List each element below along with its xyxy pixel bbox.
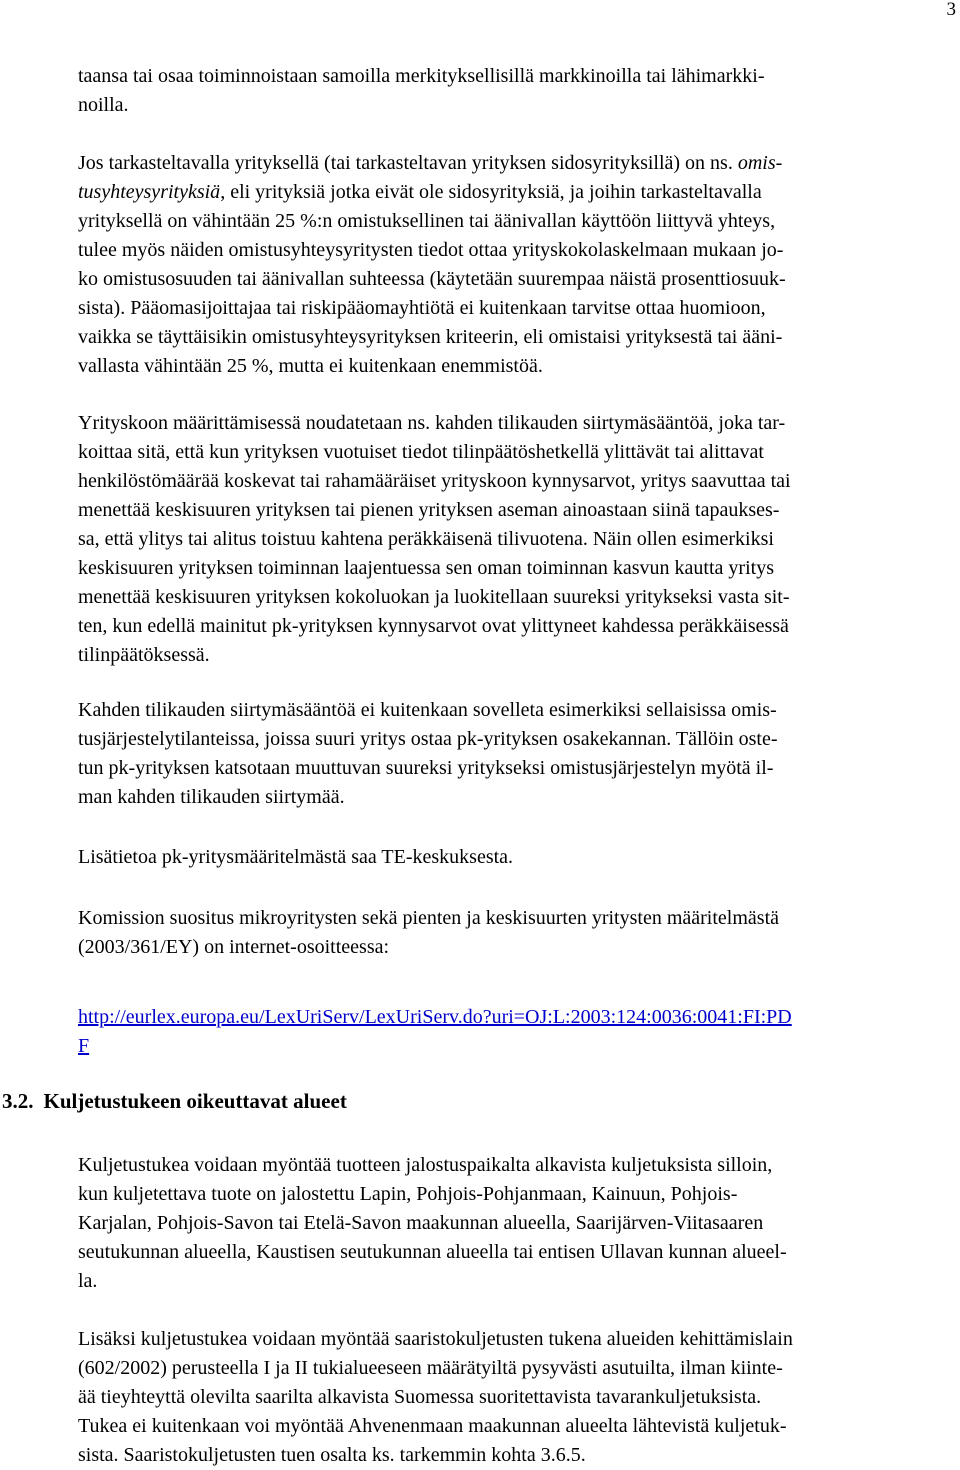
text-line: Tukea ei kuitenkaan voi myöntää Ahvenenmaan maakunnan alueelta lähtevistä kuljetuk- <box>78 1415 787 1437</box>
paragraph-more-info <box>78 843 958 872</box>
text-line: tulee myös näiden omistusyhteysyritysten tiedot ottaa yrityskokolaskelmaan mukaan jo- <box>78 239 784 261</box>
text-line: vallasta vähintään 25 %, mutta ei kuitenkaan enemmistöä. <box>78 355 543 377</box>
section-heading <box>0 1087 958 1116</box>
text-line: man kahden tilikauden siirtymää. <box>78 786 345 808</box>
text-line: (602/2002) perusteella I ja II tukialueeseen määrätyiltä pysyvästi asutuilta, ilman kiinte- <box>78 1357 783 1379</box>
text-line: ten, kun edellä mainitut pk-yrityksen kynnysarvot ovat ylittyneet kahdessa peräkkäisessä <box>78 615 789 637</box>
section-title: Kuljetustukeen oikeuttavat alueet <box>43 1089 347 1113</box>
paragraph-rule-exception <box>78 696 958 812</box>
text-line: la. <box>78 1270 98 1292</box>
text-line: sista. Saaristokuljetusten tuen osalta ks. tarkemmin kohta 3.6.5. <box>78 1444 586 1466</box>
text-line: vaikka se täyttäisikin omistusyhteysyrityksen kriteerin, eli omistaisi yrityksestä tai ääni- <box>78 326 783 348</box>
text-line: kun kuljetettava tuote on jalostettu Lapin, Pohjois-Pohjanmaan, Kainuun, Pohjois- <box>78 1183 738 1205</box>
text-line: taansa tai osaa toiminnoistaan samoilla merkityksellisillä markkinoilla tai lähimarkki- <box>78 65 765 87</box>
text-line <box>78 178 958 207</box>
text-line: Kahden tilikauden siirtymäsääntöä ei kuitenkaan sovelleta esimerkiksi sellaisissa omis- <box>78 699 777 721</box>
text-run: Jos tarkasteltavalla yrityksellä (tai tarkasteltavan yrityksen sidosyrityksillä) on ns. <box>78 152 738 174</box>
text-run: , eli yrityksiä jotka eivät ole sidosyrityksiä, ja joihin tarkasteltavalla <box>220 181 762 203</box>
paragraph-commission-recommendation <box>78 904 958 962</box>
text-line: tilinpäätöksessä. <box>78 644 210 666</box>
text-line: tun pk-yrityksen katsotaan muuttuvan suureksi yritykseksi omistusjärjestelyn myötä il- <box>78 757 774 779</box>
paragraph-transition-rule <box>78 409 958 670</box>
text-line: (2003/361/EY) on internet-osoitteessa: <box>78 936 390 958</box>
text-line: noilla. <box>78 94 129 116</box>
text-line: Karjalan, Pohjois-Savon tai Etelä-Savon maakunnan alueella, Saarijärven-Viitasaaren <box>78 1212 764 1234</box>
link-line[interactable]: F <box>78 1035 90 1057</box>
text-line <box>78 149 958 178</box>
text-line: ää tieyhteyttä olevilta saarilta alkavista Suomessa suoritettavista tavarankuljetuksista. <box>78 1386 762 1408</box>
eurlex-link[interactable] <box>78 1003 958 1061</box>
text-line: yrityksellä on vähintään 25 %:n omistuksellinen tai äänivallan käyttöön liittyvä yhteys, <box>78 210 776 232</box>
text-line: sa, että ylitys tai alitus toistuu kahtena peräkkäisenä tilivuotena. Näin ollen esimerkiksi <box>78 528 774 550</box>
text-line: Lisäksi kuljetustukea voidaan myöntää saaristokuljetusten tukena alueiden kehittämislain <box>78 1328 793 1350</box>
paragraph-ownership-links <box>78 149 958 381</box>
text-line: ko omistusosuuden tai äänivallan suhteessa (käytetään suurempaa näistä prosenttiosuuk- <box>78 268 786 290</box>
paragraph-archipelago-transport <box>78 1325 958 1470</box>
italic-term: omis- <box>737 152 783 174</box>
text-line: koittaa sitä, että kun yrityksen vuotuiset tiedot tilinpäätöshetkellä ylittävät tai alittavat <box>78 441 764 463</box>
italic-term: tusyhteysyrityksiä <box>78 181 221 203</box>
text-line: tusjärjestelytilanteissa, joissa suuri yritys ostaa pk-yrityksen osakekannan. Tällöin oste- <box>78 728 778 750</box>
text-line: sista). Pääomasijoittajaa tai riskipääomayhtiötä ei kuitenkaan tarvitse ottaa huomioon, <box>78 297 766 319</box>
link-line[interactable]: http://eurlex.europa.eu/LexUriServ/LexUriServ.do?uri=OJ:L:2003:124:0036:0041:FI:PD <box>78 1006 792 1028</box>
text-line: Kuljetustukea voidaan myöntää tuotteen jalostuspaikalta alkavista kuljetuksista silloin, <box>78 1154 773 1176</box>
text-line: Yrityskoon määrittämisessä noudatetaan ns. kahden tilikauden siirtymäsääntöä, joka tar- <box>78 412 786 434</box>
text-line: Komission suositus mikroyritysten sekä pienten ja keskisuurten yritysten määritelmästä <box>78 907 779 929</box>
document-body <box>2 62 958 1470</box>
text-line: Lisätietoa pk-yritysmääritelmästä saa TE-keskuksesta. <box>78 846 514 868</box>
page-number: 3 <box>946 0 956 20</box>
text-line: seutukunnan alueella, Kaustisen seutukunnan alueella tai entisen Ullavan kunnan alueel- <box>78 1241 787 1263</box>
text-line: menettää keskisuuren yrityksen tai pienen yrityksen aseman ainoastaan siinä tapaukses- <box>78 499 780 521</box>
section-number: 3.2. <box>2 1089 34 1113</box>
paragraph-eligible-regions <box>78 1151 958 1296</box>
paragraph-market-continuation <box>78 62 958 120</box>
text-line: menettää keskisuuren yrityksen kokoluokan ja luokitellaan suureksi yritykseksi vasta sit- <box>78 586 790 608</box>
text-line: henkilöstömäärää koskevat tai rahamääräiset yrityskoon kynnysarvot, yritys saavuttaa tai <box>78 470 791 492</box>
text-line: keskisuuren yrityksen toiminnan laajentuessa sen oman toiminnan kasvun kautta yritys <box>78 557 774 579</box>
